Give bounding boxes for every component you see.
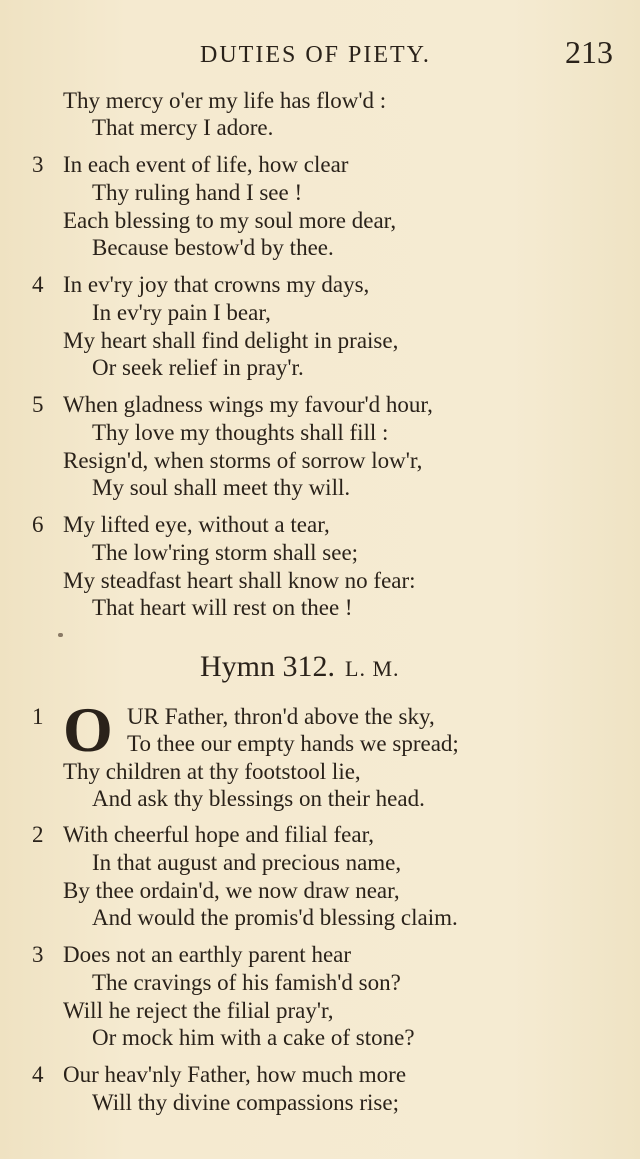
stanza-number: 3 xyxy=(32,152,44,177)
verse-line: Because bestow'd by thee. xyxy=(92,235,334,260)
verse-line: That heart will rest on thee ! xyxy=(92,595,353,620)
stanza-number: 4 xyxy=(32,272,44,297)
verse-line: Each blessing to my soul more dear, xyxy=(63,208,397,233)
verse-line: UR Father, thron'd above the sky, xyxy=(127,704,435,729)
page-number: 213 xyxy=(565,34,613,70)
stanza-number: 4 xyxy=(32,1062,44,1087)
running-title: DUTIES OF PIETY. xyxy=(200,42,431,68)
verse-line: Or mock him with a cake of stone? xyxy=(92,1025,415,1050)
stanza-number: 5 xyxy=(32,392,44,417)
verse-line: With cheerful hope and filial fear, xyxy=(63,822,375,847)
verse-line: Will he reject the filial pray'r, xyxy=(63,998,334,1023)
verse-line: And would the promis'd blessing claim. xyxy=(92,905,458,930)
verse-line: My steadfast heart shall know no fear: xyxy=(63,568,416,593)
verse-line: And ask thy blessings on their head. xyxy=(92,786,425,811)
verse-line: Resign'd, when storms of sorrow low'r, xyxy=(63,448,423,473)
verse-line: The low'ring storm shall see; xyxy=(92,540,359,565)
paper-speck xyxy=(58,633,63,637)
verse-line: When gladness wings my favour'd hour, xyxy=(63,392,433,417)
verse-line: Thy children at thy footstool lie, xyxy=(63,759,361,784)
verse-line: By thee ordain'd, we now draw near, xyxy=(63,878,400,903)
verse-line: That mercy I adore. xyxy=(92,115,274,140)
page-header xyxy=(0,34,640,78)
verse-line: My soul shall meet thy will. xyxy=(92,475,351,500)
verse-line: Thy ruling hand I see ! xyxy=(92,180,303,205)
verse-line: Does not an earthly parent hear xyxy=(63,942,352,967)
verse-line: Or seek relief in pray'r. xyxy=(92,355,304,380)
stanza-number: 2 xyxy=(32,822,44,847)
verse-line: In that august and precious name, xyxy=(92,850,402,875)
verse-line: In ev'ry pain I bear, xyxy=(92,300,271,325)
stanza-number: 1 xyxy=(32,704,44,729)
verse-line: In ev'ry joy that crowns my days, xyxy=(63,272,370,297)
verse-line: Our heav'nly Father, how much more xyxy=(63,1062,407,1087)
drop-cap: O xyxy=(63,694,113,765)
verse-line: Thy love my thoughts shall fill : xyxy=(92,420,389,445)
hymn-heading xyxy=(200,650,400,684)
verse-line: My heart shall find delight in praise, xyxy=(63,328,399,353)
verse-line: In each event of life, how clear xyxy=(63,152,349,177)
verse-line: Will thy divine compassions rise; xyxy=(92,1090,399,1115)
hymn-title: Hymn 312. xyxy=(200,650,335,683)
verse-line: My lifted eye, without a tear, xyxy=(63,512,330,537)
verse-line: Thy mercy o'er my life has flow'd : xyxy=(63,88,387,113)
verse-line: To thee our empty hands we spread; xyxy=(127,731,459,756)
stanza-number: 3 xyxy=(32,942,44,967)
hymn-meter: L. M. xyxy=(345,656,400,681)
verse-line: The cravings of his famish'd son? xyxy=(92,970,401,995)
stanza-number: 6 xyxy=(32,512,44,537)
